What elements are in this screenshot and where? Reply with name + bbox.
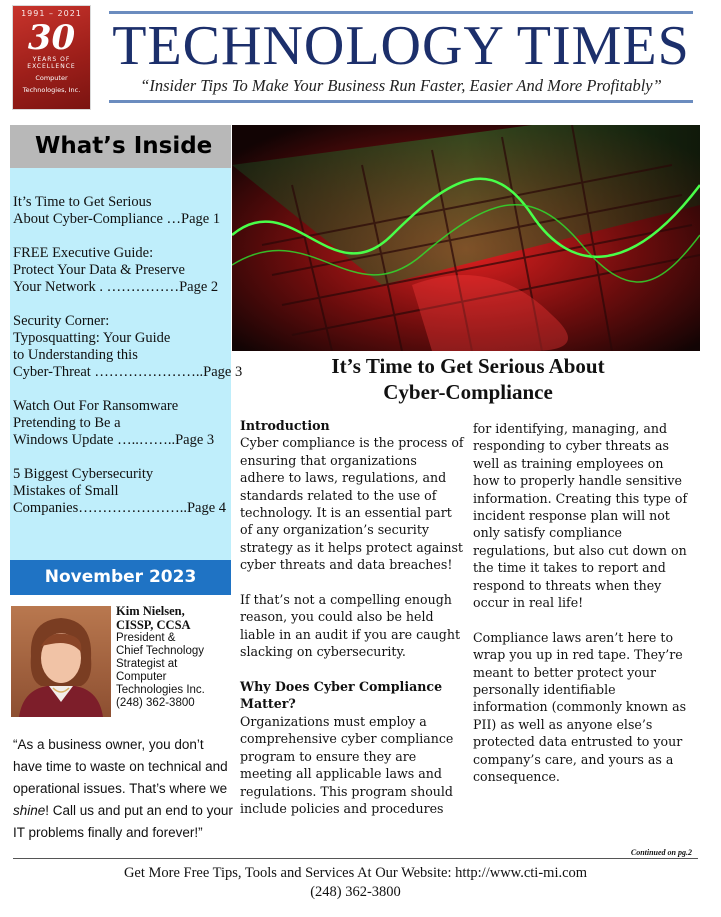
logo-sub-2: EXCELLENCE: [27, 63, 76, 70]
article-text-line: wrap you up in red tape. They’re: [473, 647, 683, 663]
toc-item[interactable]: [13, 398, 231, 449]
toc-item-line: 5 Biggest Cybersecurity: [13, 466, 154, 482]
logo-years: 1991 – 2021: [21, 9, 82, 18]
bio-phone: (248) 362-3800: [116, 697, 195, 709]
article-text-line: consequence.: [473, 769, 560, 785]
masthead-rule-top: [109, 11, 693, 14]
toc-item[interactable]: [13, 245, 231, 296]
article-text-line: well as training employees on: [473, 455, 664, 471]
article-text-line: meant to better protect your: [473, 664, 656, 680]
article-subheading: Why Does Cyber Compliance: [240, 679, 443, 695]
bio-line: Technologies Inc.: [116, 684, 205, 696]
toc-item-line: to Understanding this: [13, 347, 138, 363]
article-text-line: personally identifiable: [473, 682, 616, 698]
toc-item-line: Security Corner:: [13, 313, 110, 329]
article-text-line: only satisfy compliance: [473, 525, 622, 541]
article-text-line: ensuring that organizations: [240, 452, 417, 468]
article-paragraph: [240, 678, 464, 817]
article-title-line: It’s Time to Get Serious About: [331, 354, 605, 378]
logo-sub-1: YEARS OF: [32, 56, 71, 63]
article-text-line: responding to cyber threats as: [473, 438, 669, 454]
article-text-line: for identifying, managing, and: [473, 421, 668, 436]
toc-item[interactable]: [13, 313, 243, 381]
bio-line: Chief Technology: [116, 645, 205, 657]
company-logo: [12, 5, 91, 110]
logo-company-1: Computer: [35, 74, 68, 82]
article-paragraph: [240, 591, 464, 661]
article-paragraph: [473, 420, 697, 611]
article-text-line: information. Creating this type of: [473, 490, 688, 506]
article-text-line: the time it takes to report and: [473, 560, 666, 576]
bio-line: President &: [116, 632, 176, 644]
article-text-line: If that’s not a compelling enough: [240, 592, 452, 608]
article-text-line: incident response plan will not: [473, 508, 670, 524]
whats-inside-heading: What’s Inside: [10, 125, 231, 168]
whats-inside-sidebar: [10, 125, 243, 576]
quote-text-2: ! Call us and put an end to your IT problems finally and forever!”: [13, 803, 233, 840]
article-column-2: [473, 420, 697, 803]
toc-item-line: Mistakes of Small: [13, 483, 119, 499]
toc-item-line: FREE Executive Guide:: [13, 245, 154, 261]
article-text-line: respond to threats when they: [473, 577, 662, 593]
article-text-line: include policies and procedures: [240, 800, 444, 816]
article-text-line: adhere to laws, regulations, and: [240, 470, 447, 486]
toc-item-line: Watch Out For Ransomware: [13, 398, 179, 414]
article-paragraph: [240, 417, 464, 574]
article-text-line: regulations, but also cut down on: [473, 542, 687, 558]
toc-item-line: Pretending to Be a: [13, 415, 121, 431]
article-text-line: liable in an audit if you are caught: [240, 626, 461, 642]
article-text-line: Compliance laws aren’t here to: [473, 629, 674, 645]
continued-note: Continued on pg.2: [630, 848, 692, 857]
table-of-contents: [10, 168, 243, 517]
toc-item-line: Protect Your Data & Preserve: [13, 262, 185, 278]
article-column-1: [240, 417, 464, 835]
toc-item-line: It’s Time to Get Serious: [13, 194, 152, 210]
author-quote: [13, 734, 235, 844]
article-text-line: Cyber compliance is the process of: [240, 435, 464, 451]
article-text-line: how to properly handle sensitive: [473, 473, 682, 489]
toc-item-line: Cyber-Threat …………………..Page 3: [13, 364, 243, 380]
footer-rule: [13, 858, 698, 859]
article-text-line: comprehensive cyber compliance: [240, 731, 454, 747]
article-text-line: of any organization’s security: [240, 522, 429, 538]
masthead-rule-bottom: [109, 100, 693, 103]
logo-number: 30: [27, 18, 76, 58]
article-text-line: PII) as well as anyone else’s: [473, 716, 653, 732]
newsletter-title: TECHNOLOGY TIMES: [112, 15, 690, 77]
article-subheading: Matter?: [240, 696, 296, 712]
logo-company-2: Technologies, Inc.: [22, 86, 81, 94]
article-text-line: Organizations must employ a: [240, 713, 427, 729]
article-text-line: strategy as it helps protect against: [240, 539, 463, 555]
author-credentials: CISSP, CCSA: [116, 618, 191, 632]
page-footer: [13, 864, 698, 902]
article-title-line: Cyber-Compliance: [383, 380, 553, 404]
toc-item-line: Your Network . ……………Page 2: [13, 279, 219, 295]
article-title: [236, 353, 700, 405]
toc-item-line: Companies…………………..Page 4: [13, 500, 227, 516]
bio-line: Computer: [116, 671, 167, 683]
issue-month: November 2023: [10, 560, 231, 595]
bio-line: Strategist at: [116, 658, 178, 670]
article-text-line: meeting all applicable laws and: [240, 766, 442, 782]
article-text-line: occur in real life!: [473, 595, 584, 611]
toc-item-line: About Cyber-Compliance …Page 1: [13, 211, 221, 227]
article-text-line: slacking on cybersecurity.: [240, 644, 406, 660]
toc-item-line: Windows Update …..……..Page 3: [13, 432, 215, 448]
article-text-line: protected data entrusted to your: [473, 734, 683, 750]
quote-emphasis: shine: [13, 803, 46, 818]
author-name: Kim Nielsen,: [116, 604, 185, 618]
quote-text-1: “As a business owner, you don’t have time to waste on technical and operational issues. That’s where we: [13, 737, 228, 796]
article-text-line: company’s care, and yours as a: [473, 751, 674, 767]
article-text-line: program to ensure they are: [240, 748, 417, 764]
newsletter-tagline: “Insider Tips To Make Your Business Run Faster, Easier And More Profitably”: [140, 76, 662, 95]
article-paragraph: [473, 629, 697, 786]
author-bio: [116, 604, 236, 710]
article-text-line: technology. It is an essential part: [240, 505, 452, 521]
footer-website-line: Get More Free Tips, Tools and Services At Our Website: http://www.cti-mi.com: [123, 865, 588, 881]
article-text-line: regulations. This program should: [240, 783, 453, 799]
toc-item-line: Typosquatting: Your Guide: [13, 330, 171, 346]
article-text-line: reason, you could also be held: [240, 609, 434, 625]
article-text-line: standards related to the use of: [240, 487, 437, 503]
article-text-line: information (commonly known as: [473, 699, 687, 715]
author-portrait: [11, 606, 111, 717]
toc-item[interactable]: [13, 194, 231, 228]
toc-item[interactable]: [13, 466, 231, 517]
article-text-line: cyber threats and data breaches!: [240, 557, 453, 573]
article-subheading: Introduction: [240, 418, 330, 433]
footer-phone: (248) 362-3800: [310, 884, 401, 900]
cyber-keyboard-image: [232, 125, 700, 351]
